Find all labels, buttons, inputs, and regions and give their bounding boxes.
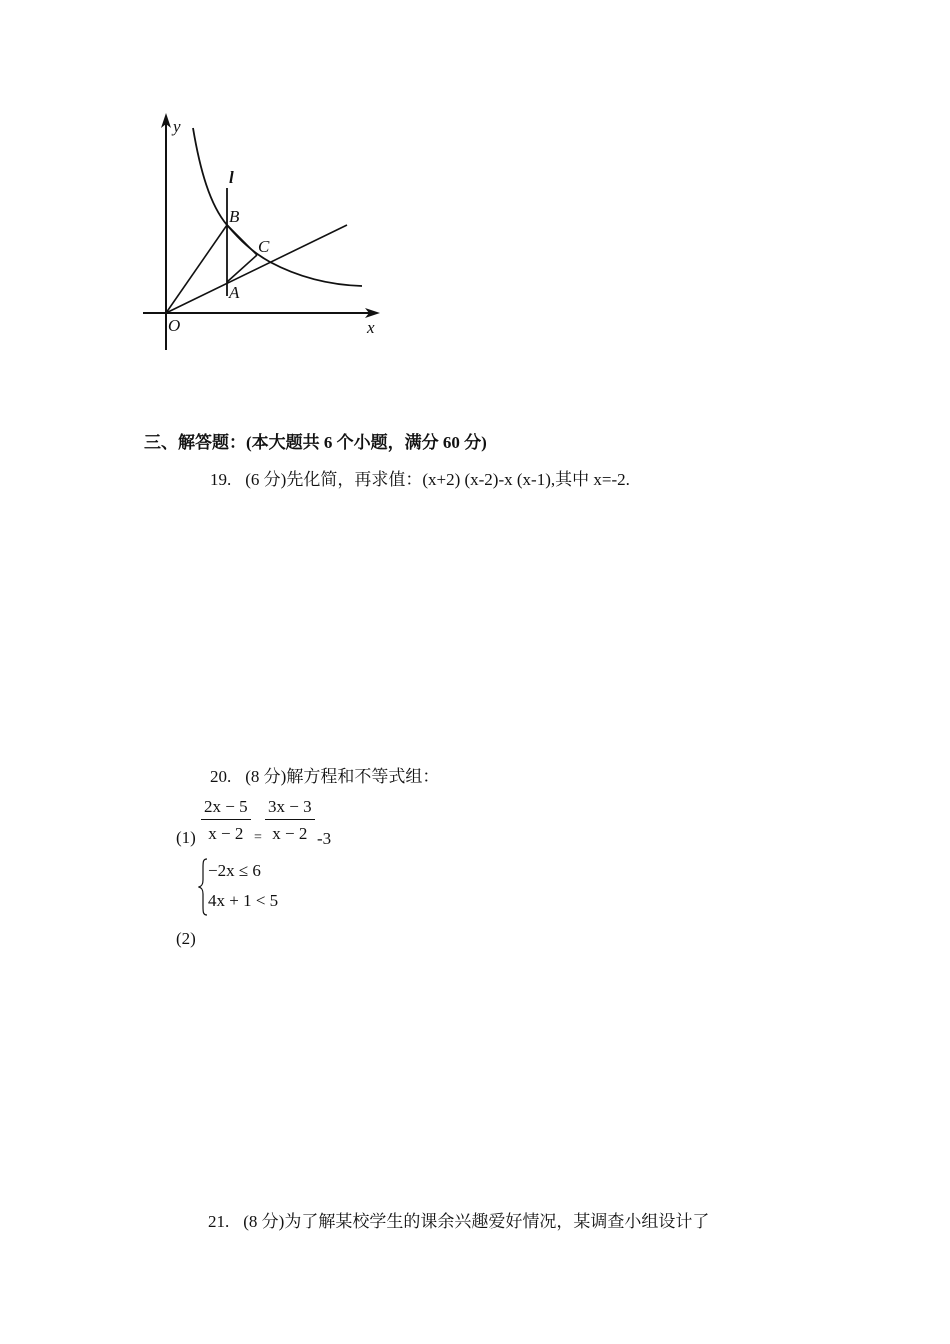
- question-number: 20.: [210, 767, 232, 786]
- question-text: (6 分)先化简，再求值：(x+2) (x-2)-x (x-1),其中 x=-2.: [245, 470, 630, 489]
- geometry-figure: [130, 110, 390, 360]
- point-a-label: A: [229, 283, 240, 302]
- point-b-label: B: [229, 207, 240, 226]
- question-text: (8 分)为了解某校学生的课余兴趣爱好情况，某调查小组设计了: [243, 1212, 710, 1231]
- part-2-label: (2): [176, 929, 196, 948]
- y-axis: [161, 113, 171, 350]
- point-c-label: C: [258, 237, 270, 256]
- question-number: 19.: [210, 470, 232, 489]
- y-axis-label: y: [173, 117, 181, 136]
- part-1-label: (1): [176, 828, 196, 847]
- equals-sign: =: [254, 830, 262, 845]
- question-number: 21.: [208, 1212, 230, 1231]
- question-21: [208, 1207, 709, 1232]
- lhs-denominator: x − 2: [208, 824, 244, 843]
- rhs-tail: -3: [317, 829, 332, 848]
- origin-label: O: [168, 316, 181, 335]
- rhs-numerator: 3x − 3: [265, 797, 315, 820]
- inequality-1: −2x ≤ 6: [208, 861, 261, 880]
- segment-bc: [227, 225, 257, 255]
- rhs-fraction: [265, 797, 315, 844]
- rhs-denominator: x − 2: [272, 824, 308, 843]
- x-axis-label: x: [367, 318, 375, 337]
- line-oa: [166, 225, 347, 313]
- segment-ob: [166, 225, 227, 313]
- segment-ac: [227, 255, 257, 282]
- line-l-label: l: [229, 168, 234, 187]
- left-brace-icon: [198, 858, 208, 916]
- question-19: [210, 465, 630, 490]
- section-heading: 三、解答题：(本大题共 6 个小题，满分 60 分): [144, 433, 487, 452]
- lhs-fraction: [201, 797, 251, 844]
- inequality-2: 4x + 1 < 5: [208, 891, 279, 910]
- question-text: (8 分)解方程和不等式组：: [245, 767, 440, 786]
- question-20: [210, 762, 439, 787]
- hyperbola-curve: [193, 128, 362, 286]
- lhs-numerator: 2x − 5: [201, 797, 251, 820]
